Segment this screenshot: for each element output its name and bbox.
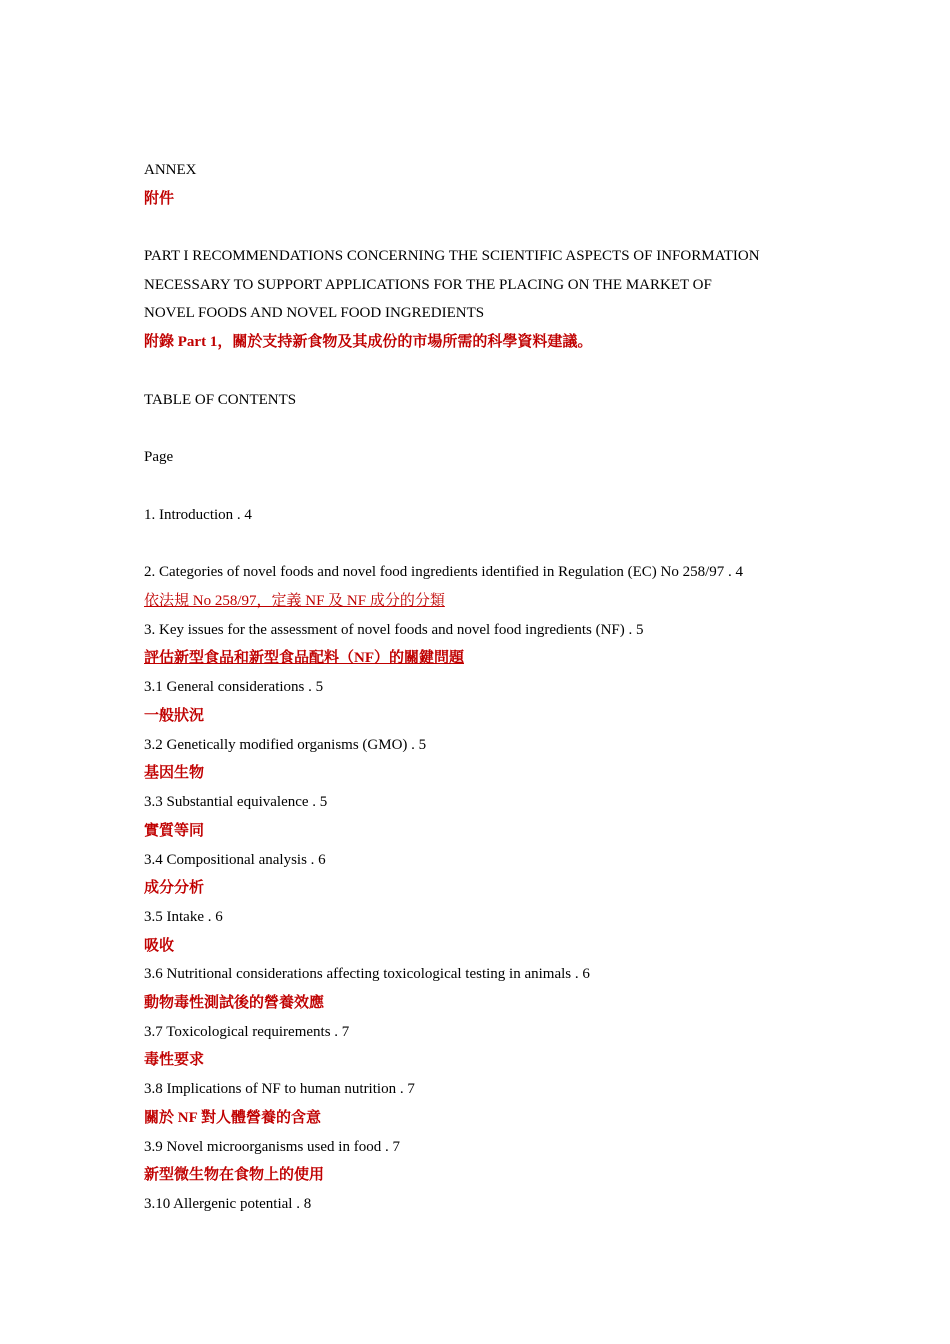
toc-entry: 3. Key issues for the assessment of novel foods and novel food ingredients (NF) . 5 [144, 622, 644, 638]
part-title-line-3: NOVEL FOODS AND NOVEL FOOD INGREDIENTS [144, 305, 485, 321]
toc-entry-zh: 評估新型食品和新型食品配料（NF）的關鍵問題 [144, 650, 464, 666]
toc-entry-zh: 動物毒性測試後的營養效應 [144, 995, 325, 1011]
toc-entry-zh: 吸收 [144, 938, 175, 954]
toc-entry-zh: 一般狀況 [144, 708, 205, 724]
part-title-line-2: NECESSARY TO SUPPORT APPLICATIONS FOR THE PLACING ON THE MARKET OF [144, 277, 712, 293]
annex-heading: ANNEX [144, 162, 197, 178]
toc-heading: TABLE OF CONTENTS [144, 392, 297, 408]
toc-entry: 2. Categories of novel foods and novel food ingredients identified in Regulation (EC) No 258/97 . 4 [144, 564, 744, 580]
toc-entry: 3.10 Allergenic potential . 8 [144, 1196, 312, 1212]
part-title-zh: 附錄 Part 1，關於支持新食物及其成份的市場所需的科學資料建議。 [144, 334, 593, 350]
toc-entry-zh: 關於 NF 對人體營養的含意 [144, 1110, 321, 1126]
toc-entry: 1. Introduction . 4 [144, 507, 252, 523]
toc-entry: 3.6 Nutritional considerations affecting toxicological testing in animals . 6 [144, 966, 590, 982]
toc-entry: 3.2 Genetically modified organisms (GMO) . 5 [144, 737, 427, 753]
toc-entry: 3.3 Substantial equivalence . 5 [144, 794, 328, 810]
toc-entry: 3.1 General considerations . 5 [144, 679, 324, 695]
toc-entry-zh: 實質等同 [144, 823, 205, 839]
toc-entry-zh: 基因生物 [144, 765, 205, 781]
part-title-line-1: PART I RECOMMENDATIONS CONCERNING THE SCIENTIFIC ASPECTS OF INFORMATION [144, 248, 760, 264]
toc-entry: 3.4 Compositional analysis . 6 [144, 852, 326, 868]
toc-entry-zh: 毒性要求 [144, 1052, 205, 1068]
annex-heading-zh: 附件 [144, 191, 175, 207]
toc-entry-zh: 新型微生物在食物上的使用 [144, 1167, 325, 1183]
toc-entry-zh: 成分分析 [144, 880, 205, 896]
toc-entry: 3.7 Toxicological requirements . 7 [144, 1024, 350, 1040]
page-column-label: Page [144, 449, 174, 465]
toc-entry-zh: 依法規 No 258/97，定義 NF 及 NF 成分的分類 [144, 593, 445, 609]
toc-entry: 3.8 Implications of NF to human nutrition . 7 [144, 1081, 415, 1097]
toc-entry: 3.9 Novel microorganisms used in food . 7 [144, 1139, 400, 1155]
toc-entry: 3.5 Intake . 6 [144, 909, 223, 925]
